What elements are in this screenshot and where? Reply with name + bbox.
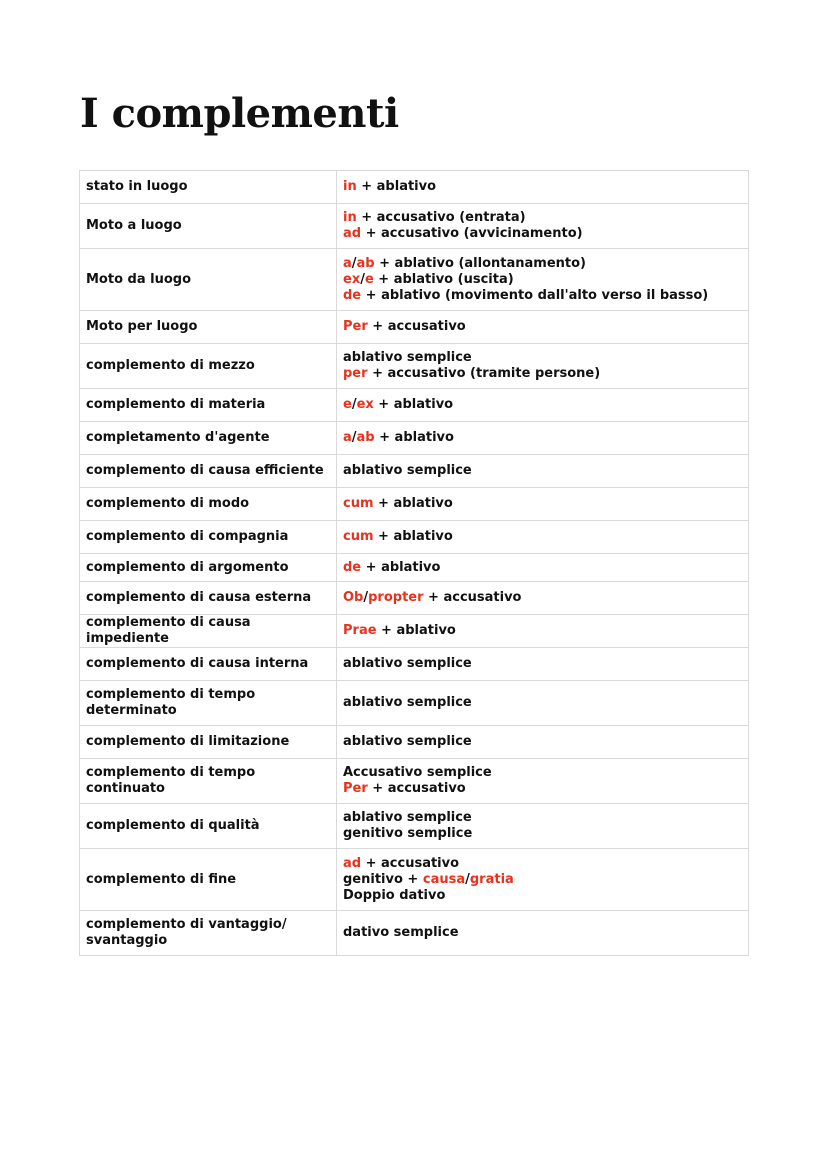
table-row [80, 582, 749, 615]
complement-name: stato in luogo [86, 179, 188, 194]
table-row [80, 681, 749, 726]
complement-name-cell [80, 648, 337, 681]
construction-line [343, 826, 742, 842]
preposition: e [364, 271, 374, 287]
construction-text: + accusativo [367, 319, 466, 334]
construction-cell [337, 521, 749, 554]
complement-name: Moto a luogo [86, 218, 182, 233]
table-row [80, 389, 749, 422]
preposition: de [343, 287, 362, 303]
construction-cell [337, 455, 749, 488]
table-row [80, 726, 749, 759]
construction-text: ablativo semplice [343, 734, 472, 749]
construction-text: + ablativo [373, 397, 454, 412]
construction-line [343, 656, 742, 672]
construction-text: / [351, 430, 357, 445]
construction-text: + ablativo [373, 496, 453, 511]
complement-name: complemento di fine [86, 871, 237, 887]
construction-cell [337, 726, 749, 759]
complement-name: complemento di causa efficiente [86, 463, 324, 478]
table-row [80, 455, 749, 488]
construction-text: / [465, 871, 470, 887]
construction-text: / [351, 255, 357, 271]
construction-text: ablativo semplice [343, 695, 472, 710]
table-row [80, 488, 749, 521]
construction-text: + accusativo [367, 781, 466, 796]
complement-name: complemento di mezzo [86, 358, 255, 373]
complement-name: complemento di compagnia [86, 529, 289, 544]
construction-text: + accusativo (entrata) [356, 210, 526, 225]
construction-cell [337, 615, 749, 648]
preposition: per [343, 366, 368, 381]
construction-line [343, 872, 742, 888]
complement-name-cell [80, 554, 337, 582]
complement-name: complemento di causa impediente [86, 615, 251, 646]
construction-line [343, 623, 742, 639]
construction-line [343, 430, 742, 446]
table-row [80, 311, 749, 344]
construction-cell [337, 804, 749, 849]
construction-text: / [351, 397, 357, 412]
construction-text: + ablativo (movimento dall'alto verso il basso) [361, 287, 709, 303]
preposition: a [343, 255, 352, 271]
construction-cell [337, 249, 749, 311]
complement-name-cell [80, 849, 337, 911]
complement-name-cell [80, 681, 337, 726]
complement-name-cell [80, 726, 337, 759]
table-row [80, 422, 749, 455]
construction-cell [337, 344, 749, 389]
construction-text: ablativo semplice [343, 810, 472, 825]
complement-name-cell [80, 204, 337, 249]
construction-text: dativo semplice [343, 925, 459, 940]
preposition: de [343, 559, 362, 575]
preposition: in [343, 210, 357, 225]
complement-name: complemento di limitazione [86, 734, 290, 749]
complement-name-cell [80, 759, 337, 804]
construction-cell [337, 681, 749, 726]
table-body [80, 171, 749, 956]
table-row [80, 615, 749, 648]
construction-text: + ablativo [373, 529, 453, 544]
preposition: ad [343, 855, 362, 871]
construction-line [343, 272, 742, 288]
construction-line [343, 210, 742, 226]
table-row [80, 249, 749, 311]
preposition: ex [343, 271, 361, 287]
table-row [80, 554, 749, 582]
table-row [80, 648, 749, 681]
complement-name: complemento di causa esterna [86, 590, 312, 605]
complementi-table [79, 170, 749, 956]
construction-text: Doppio dativo [343, 887, 446, 903]
construction-cell [337, 171, 749, 204]
preposition: ex [356, 397, 374, 412]
table-row [80, 759, 749, 804]
construction-cell [337, 311, 749, 344]
construction-line [343, 226, 742, 242]
construction-line [343, 256, 742, 272]
preposition: ab [356, 430, 375, 445]
construction-text: / [360, 271, 365, 287]
construction-cell [337, 911, 749, 956]
table-row [80, 804, 749, 849]
table-row [80, 204, 749, 249]
construction-cell [337, 204, 749, 249]
complement-name-cell [80, 582, 337, 615]
complement-name: complemento di modo [86, 496, 250, 511]
complement-name-cell [80, 521, 337, 554]
construction-line [343, 463, 742, 479]
complement-name-cell [80, 615, 337, 648]
complement-name-cell [80, 804, 337, 849]
construction-text: + ablativo [374, 430, 454, 445]
preposition: Prae [343, 623, 377, 638]
table-row [80, 344, 749, 389]
construction-text: + accusativo (avvicinamento) [361, 226, 583, 241]
construction-line [343, 496, 742, 512]
construction-line [343, 350, 742, 366]
construction-text: + ablativo [356, 179, 437, 194]
complement-name-cell [80, 422, 337, 455]
construction-cell [337, 422, 749, 455]
complement-name: completamento d'agente [86, 430, 270, 445]
construction-line [343, 734, 742, 750]
construction-text: ablativo semplice [343, 656, 472, 671]
construction-line [343, 288, 742, 304]
complement-name-cell [80, 171, 337, 204]
construction-text: + ablativo (uscita) [373, 271, 514, 287]
construction-line [343, 179, 742, 195]
table-row [80, 171, 749, 204]
construction-line [343, 781, 742, 797]
construction-line [343, 888, 742, 904]
construction-text: + accusativo [423, 590, 522, 605]
construction-text: + accusativo [361, 855, 460, 871]
construction-line [343, 397, 742, 413]
page-title: I complementi [80, 90, 399, 137]
complement-name-cell [80, 488, 337, 521]
table-row [80, 521, 749, 554]
preposition: ab [356, 255, 375, 271]
construction-text: + ablativo [376, 623, 456, 638]
construction-text: Accusativo semplice [343, 765, 492, 780]
preposition: Per [343, 319, 368, 334]
complement-name-cell [80, 911, 337, 956]
complement-name-cell [80, 249, 337, 311]
preposition: cum [343, 529, 374, 544]
construction-line [343, 529, 742, 545]
preposition: e [343, 397, 352, 412]
construction-line [343, 590, 742, 606]
table-row [80, 911, 749, 956]
construction-cell [337, 759, 749, 804]
construction-text: genitivo + [343, 871, 423, 887]
complement-name: complemento di vantaggio/ svantaggio [86, 917, 287, 948]
construction-cell [337, 389, 749, 422]
construction-text: + ablativo (allontanamento) [374, 255, 586, 271]
preposition: Ob [343, 590, 364, 605]
complement-name: complemento di qualità [86, 818, 260, 833]
construction-text: ablativo semplice [343, 350, 472, 365]
complement-name: Moto da luogo [86, 271, 192, 287]
table-row [80, 849, 749, 911]
preposition: causa [422, 871, 466, 887]
preposition: cum [343, 496, 374, 511]
complement-name-cell [80, 389, 337, 422]
construction-text: ablativo semplice [343, 463, 472, 478]
preposition: a [343, 430, 352, 445]
construction-cell [337, 648, 749, 681]
preposition: propter [368, 590, 424, 605]
preposition: Per [343, 781, 368, 796]
construction-line [343, 765, 742, 781]
construction-line [343, 856, 742, 872]
construction-line [343, 366, 742, 382]
construction-cell [337, 554, 749, 582]
complement-name: complemento di tempo continuato [86, 765, 256, 796]
complement-name-cell [80, 455, 337, 488]
construction-text: / [363, 590, 369, 605]
complement-name: complemento di tempo determinato [86, 687, 256, 718]
construction-text: + accusativo (tramite persone) [367, 366, 601, 381]
construction-line [343, 319, 742, 335]
construction-line [343, 810, 742, 826]
construction-text: genitivo semplice [343, 826, 473, 841]
preposition: gratia [469, 871, 514, 887]
construction-cell [337, 488, 749, 521]
preposition: ad [343, 226, 362, 241]
construction-line [343, 560, 742, 576]
construction-line [343, 925, 742, 941]
complement-name: complemento di materia [86, 397, 266, 412]
complement-name-cell [80, 311, 337, 344]
construction-cell [337, 849, 749, 911]
preposition: in [343, 179, 357, 194]
complement-name-cell [80, 344, 337, 389]
construction-text: + ablativo [361, 559, 441, 575]
complement-name: complemento di argomento [86, 559, 289, 575]
construction-cell [337, 582, 749, 615]
complement-name: complemento di causa interna [86, 656, 309, 671]
complement-name: Moto per luogo [86, 319, 198, 334]
construction-line [343, 695, 742, 711]
